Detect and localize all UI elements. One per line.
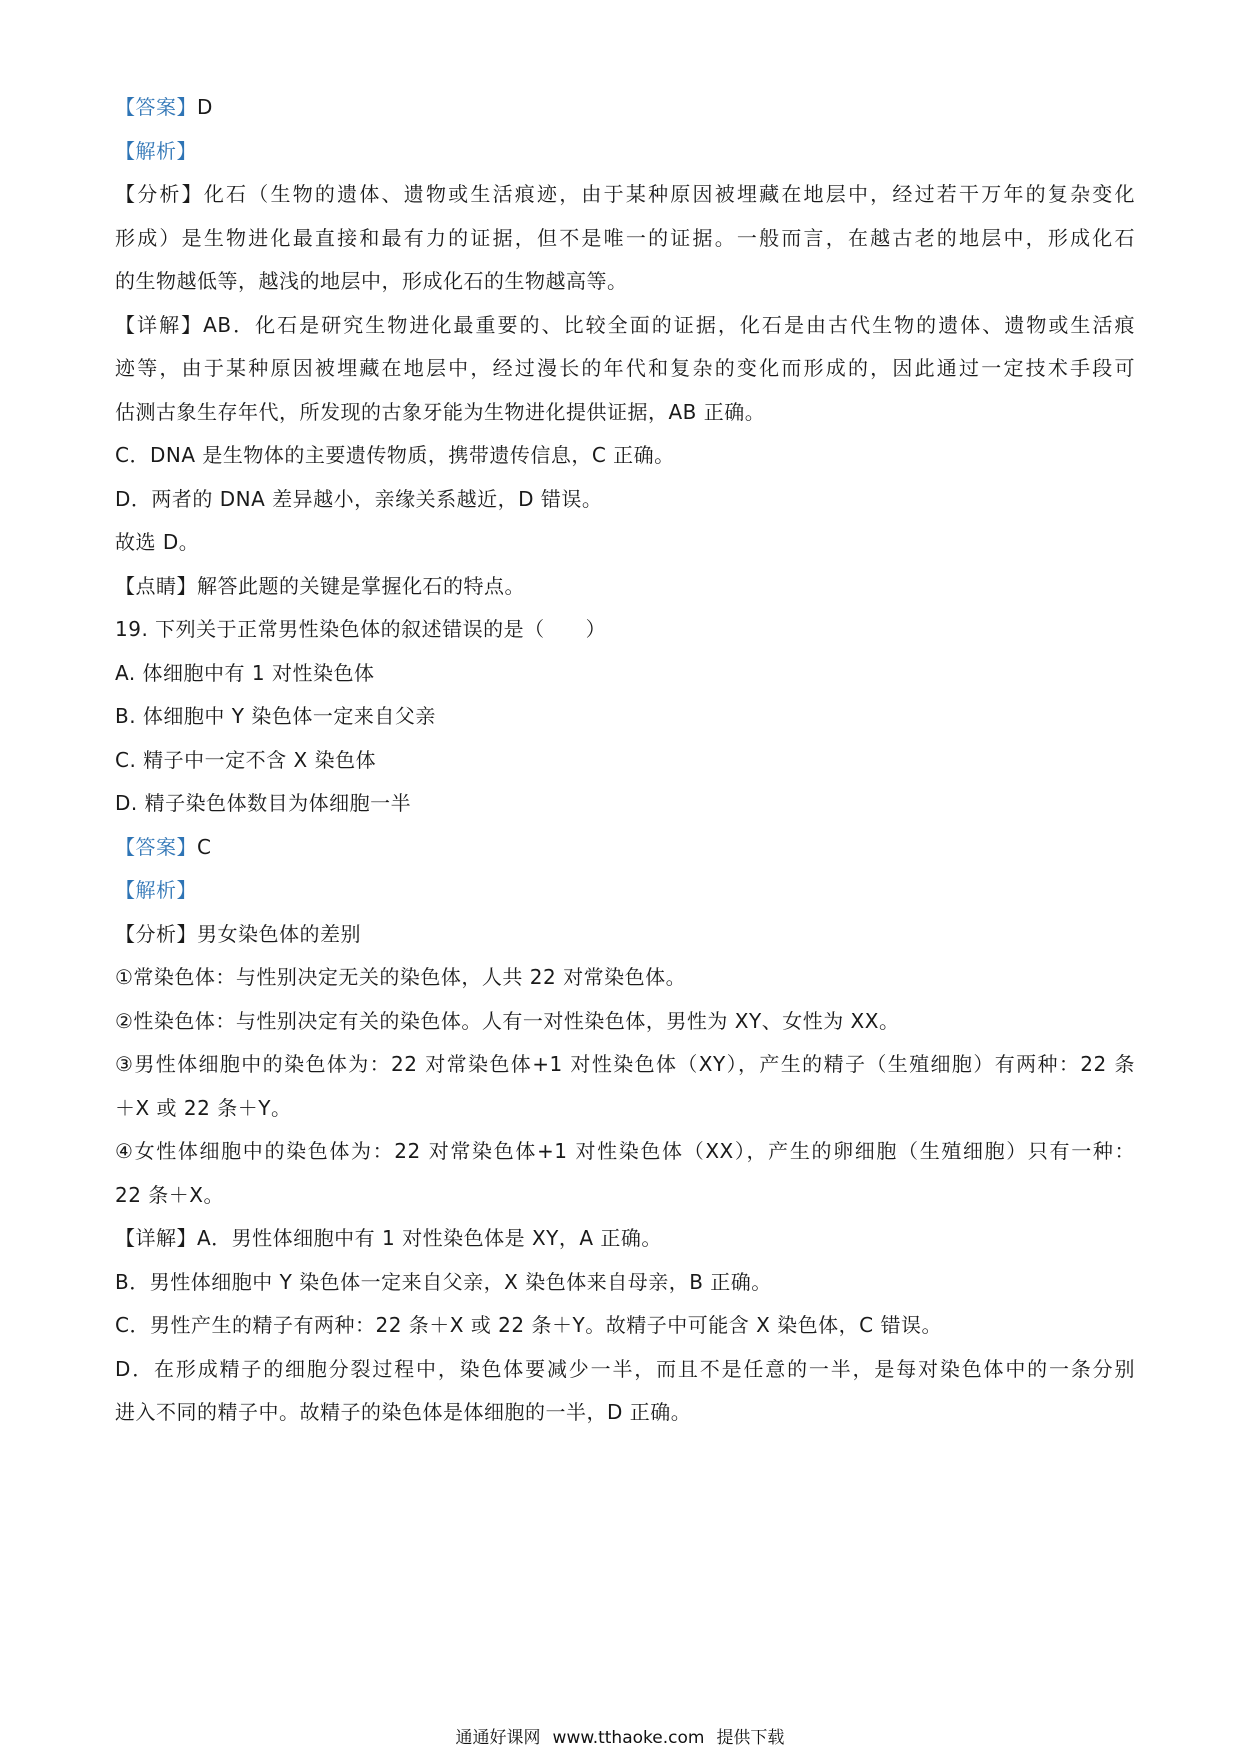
q19-detail-a: 【详解】A．男性体细胞中有 1 对性染色体是 XY，A 正确。 bbox=[115, 1226, 662, 1250]
q19-option-a: A. 体细胞中有 1 对性染色体 bbox=[115, 661, 375, 685]
q19-point4-line1: ④女性体细胞中的染色体为：22 对常染色体+1 对性染色体（XX），产生的卵细胞（生殖细胞）只有一种： bbox=[115, 1139, 1135, 1163]
q19-detail-c: C．男性产生的精子有两种：22 条＋X 或 22 条＋Y。故精子中可能含 X 染色体，C 错误。 bbox=[115, 1313, 942, 1337]
footer-site-name: 通通好课网 bbox=[455, 1728, 541, 1748]
q19-detail-d-line1: D．在形成精子的细胞分裂过程中，染色体要减少一半，而且不是任意的一半，是每对染色体中的一条分别 bbox=[115, 1357, 1135, 1381]
q18-detail-line3: 估测古象生存年代，所发现的古象牙能为生物进化提供证据，AB 正确。 bbox=[115, 400, 766, 424]
q18-dianjing: 【点睛】解答此题的关键是掌握化石的特点。 bbox=[115, 574, 525, 598]
q19-point1: ①常染色体：与性别决定无关的染色体，人共 22 对常染色体。 bbox=[115, 965, 687, 989]
q19-option-d: D. 精子染色体数目为体细胞一半 bbox=[115, 791, 412, 815]
q19-point3-line1: ③男性体细胞中的染色体为：22 对常染色体+1 对性染色体（XY），产生的精子（生殖细胞）有两种：22 条 bbox=[115, 1052, 1135, 1076]
q18-fenxi-line1: 【分析】化石（生物的遗体、遗物或生活痕迹，由于某种原因被埋藏在地层中，经过若干万年的复杂变化 bbox=[115, 182, 1135, 206]
q19-point2: ②性染色体：与性别决定有关的染色体。人有一对性染色体，男性为 XY、女性为 XX。 bbox=[115, 1009, 900, 1033]
q19-question: 19. 下列关于正常男性染色体的叙述错误的是（ ） bbox=[115, 617, 607, 641]
answer-tag: 【答案】 bbox=[115, 95, 197, 119]
footer-note: 提供下载 bbox=[716, 1728, 785, 1748]
q19-point3-line2: ＋X 或 22 条＋Y。 bbox=[115, 1096, 292, 1120]
q19-option-c: C. 精子中一定不含 X 染色体 bbox=[115, 748, 377, 772]
q19-fenxi: 【分析】男女染色体的差别 bbox=[115, 922, 361, 946]
q18-detail-c: C．DNA 是生物体的主要遗传物质，携带遗传信息，C 正确。 bbox=[115, 443, 675, 467]
q18-answer bbox=[115, 93, 1135, 121]
q19-detail-b: B．男性体细胞中 Y 染色体一定来自父亲，X 染色体来自母亲，B 正确。 bbox=[115, 1270, 772, 1294]
q18-analysis-tag: 【解析】 bbox=[115, 139, 197, 163]
q18-detail-line1: 【详解】AB．化石是研究生物进化最重要的、比较全面的证据，化石是由古代生物的遗体、遗物或生活痕 bbox=[115, 313, 1135, 337]
answer-value: C bbox=[197, 835, 212, 859]
q18-fenxi-line2: 形成）是生物进化最直接和最有力的证据，但不是唯一的证据。一般而言，在越古老的地层中，形成化石 bbox=[115, 226, 1135, 250]
q18-detail-line2: 迹等，由于某种原因被埋藏在地层中，经过漫长的年代和复杂的变化而形成的，因此通过一定技术手段可 bbox=[115, 356, 1135, 380]
q19-analysis-tag: 【解析】 bbox=[115, 878, 197, 902]
footer-url[interactable]: www.tthaoke.com bbox=[552, 1728, 705, 1748]
q18-fenxi-line3: 的生物越低等，越浅的地层中，形成化石的生物越高等。 bbox=[115, 269, 628, 293]
q18-conclusion: 故选 D。 bbox=[115, 530, 200, 554]
q18-detail-d: D．两者的 DNA 差异越小，亲缘关系越近，D 错误。 bbox=[115, 487, 603, 511]
q19-detail-d-line2: 进入不同的精子中。故精子的染色体是体细胞的一半，D 正确。 bbox=[115, 1400, 692, 1424]
q19-answer bbox=[115, 833, 1135, 861]
answer-tag: 【答案】 bbox=[115, 835, 197, 859]
q19-option-b: B. 体细胞中 Y 染色体一定来自父亲 bbox=[115, 704, 436, 728]
answer-value: D bbox=[197, 95, 213, 119]
page-footer bbox=[0, 1727, 1240, 1749]
q19-point4-line2: 22 条＋X。 bbox=[115, 1183, 225, 1207]
